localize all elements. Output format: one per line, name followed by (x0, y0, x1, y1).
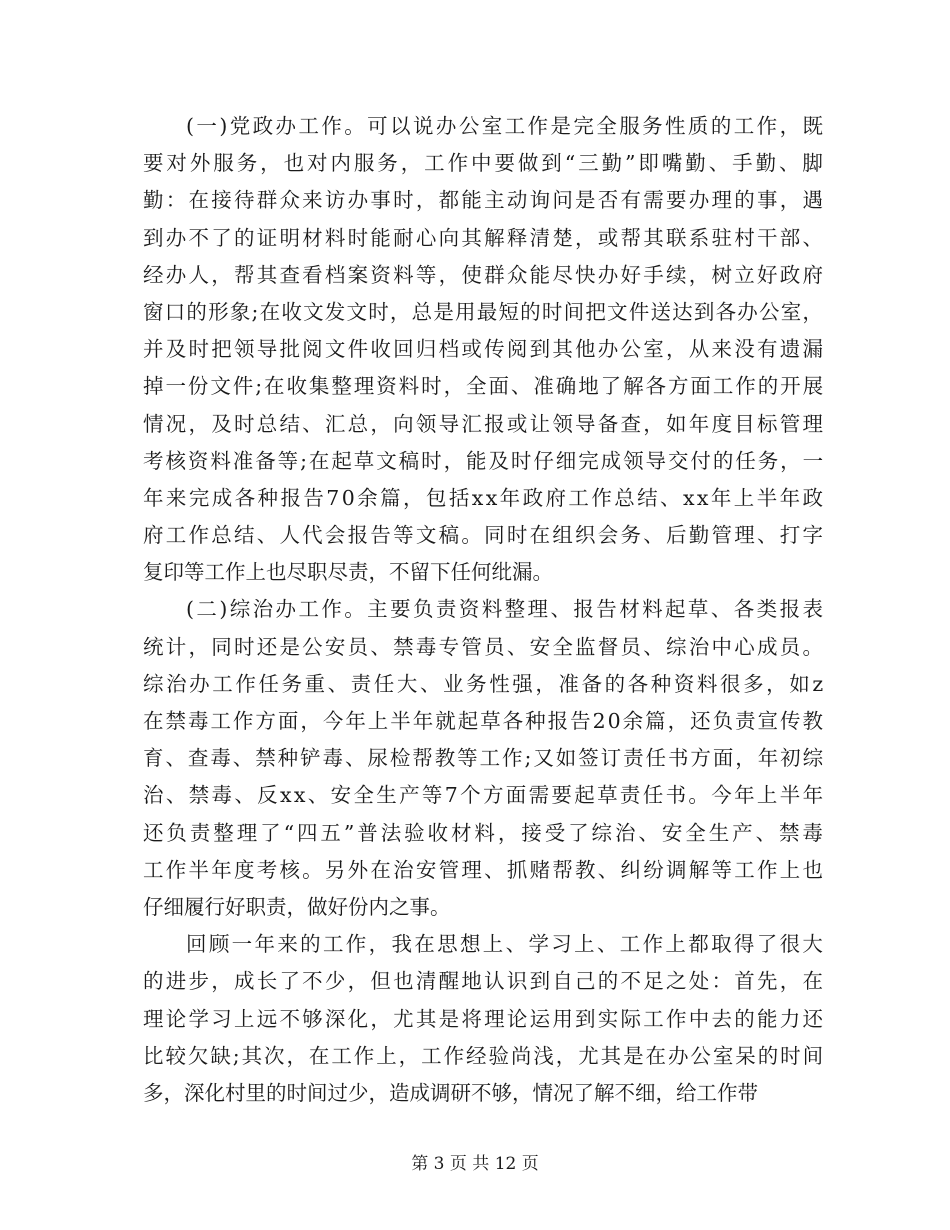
text-line: 比较欠缺;其次，在工作上，工作经验尚浅，尤其是在办公室呆的时间 (143, 1043, 826, 1068)
text-line: 统计，同时还是公安员、禁毒专管员、安全监督员、综治中心成员。 (143, 634, 826, 659)
text-line: 并及时把领导批阅文件收回归档或传阅到其他办公室，从来没有遗漏 (143, 337, 826, 362)
text-line: 仔细履行好职责，做好份内之事。 (143, 894, 451, 919)
text-line: 考核资料准备等;在起草文稿时，能及时仔细完成领导交付的任务，一 (143, 448, 826, 473)
text-line: 育、查毒、禁种铲毒、尿检帮教等工作;又如签订责任书方面，年初综 (143, 746, 826, 771)
text-line: 情况，及时总结、汇总，向领导汇报或让领导备查，如年度目标管理 (143, 411, 826, 436)
text-line: 综治办工作任务重、责任大、业务性强，准备的各种资料很多，如z (143, 671, 826, 696)
paragraph-first-line: 回顾一年来的工作，我在思想上、学习上、工作上都取得了很大 (186, 932, 826, 957)
document-body (143, 108, 826, 1112)
text-line: 府工作总结、人代会报告等文稿。同时在组织会务、后勤管理、打字 (143, 523, 826, 548)
text-line: 的进步，成长了不少，但也清醒地认识到自己的不足之处：首先，在 (143, 969, 826, 994)
text-line: 掉一份文件;在收集整理资料时，全面、准确地了解各方面工作的开展 (143, 374, 826, 399)
text-line: 窗口的形象;在收文发文时，总是用最短的时间把文件送达到各办公室， (143, 299, 825, 324)
text-line: 理论学习上远不够深化，尤其是将理论运用到实际工作中去的能力还 (143, 1006, 826, 1031)
page-footer: 第 3 页 共 12 页 (411, 1154, 539, 1174)
paragraph-first-line: (二)综治办工作。主要负责资料整理、报告材料起草、各类报表 (186, 597, 826, 622)
text-line: 治、禁毒、反xx、安全生产等7个方面需要起草责任书。今年上半年 (143, 783, 826, 808)
text-line: 勤：在接待群众来访办事时，都能主动询问是否有需要办理的事，遇 (143, 188, 826, 213)
paragraph-first-line: (一)党政办工作。可以说办公室工作是完全服务性质的工作，既 (186, 114, 826, 138)
text-line: 复印等工作上也尽职尽责，不留下任何纰漏。 (143, 560, 553, 585)
text-line: 到办不了的证明材料时能耐心向其解释清楚，或帮其联系驻村干部、 (143, 225, 826, 250)
text-line: 要对外服务，也对内服务，工作中要做到“三勤”即嘴勤、手勤、脚 (143, 151, 826, 176)
text-line: 年来完成各种报告70余篇，包括xx年政府工作总结、xx年上半年政 (143, 485, 826, 510)
text-line: 多，深化村里的时间过少，造成调研不够，情况了解不细，给工作带 (143, 1080, 758, 1105)
text-line: 还负责整理了“四五”普法验收材料，接受了综治、安全生产、禁毒 (143, 820, 826, 845)
text-line: 工作半年度考核。另外在治安管理、抓赌帮教、纠纷调解等工作上也 (143, 857, 826, 882)
text-line: 经办人，帮其查看档案资料等，使群众能尽快办好手续，树立好政府 (143, 262, 826, 287)
text-line: 在禁毒工作方面，今年上半年就起草各种报告20余篇，还负责宣传教 (143, 709, 825, 733)
